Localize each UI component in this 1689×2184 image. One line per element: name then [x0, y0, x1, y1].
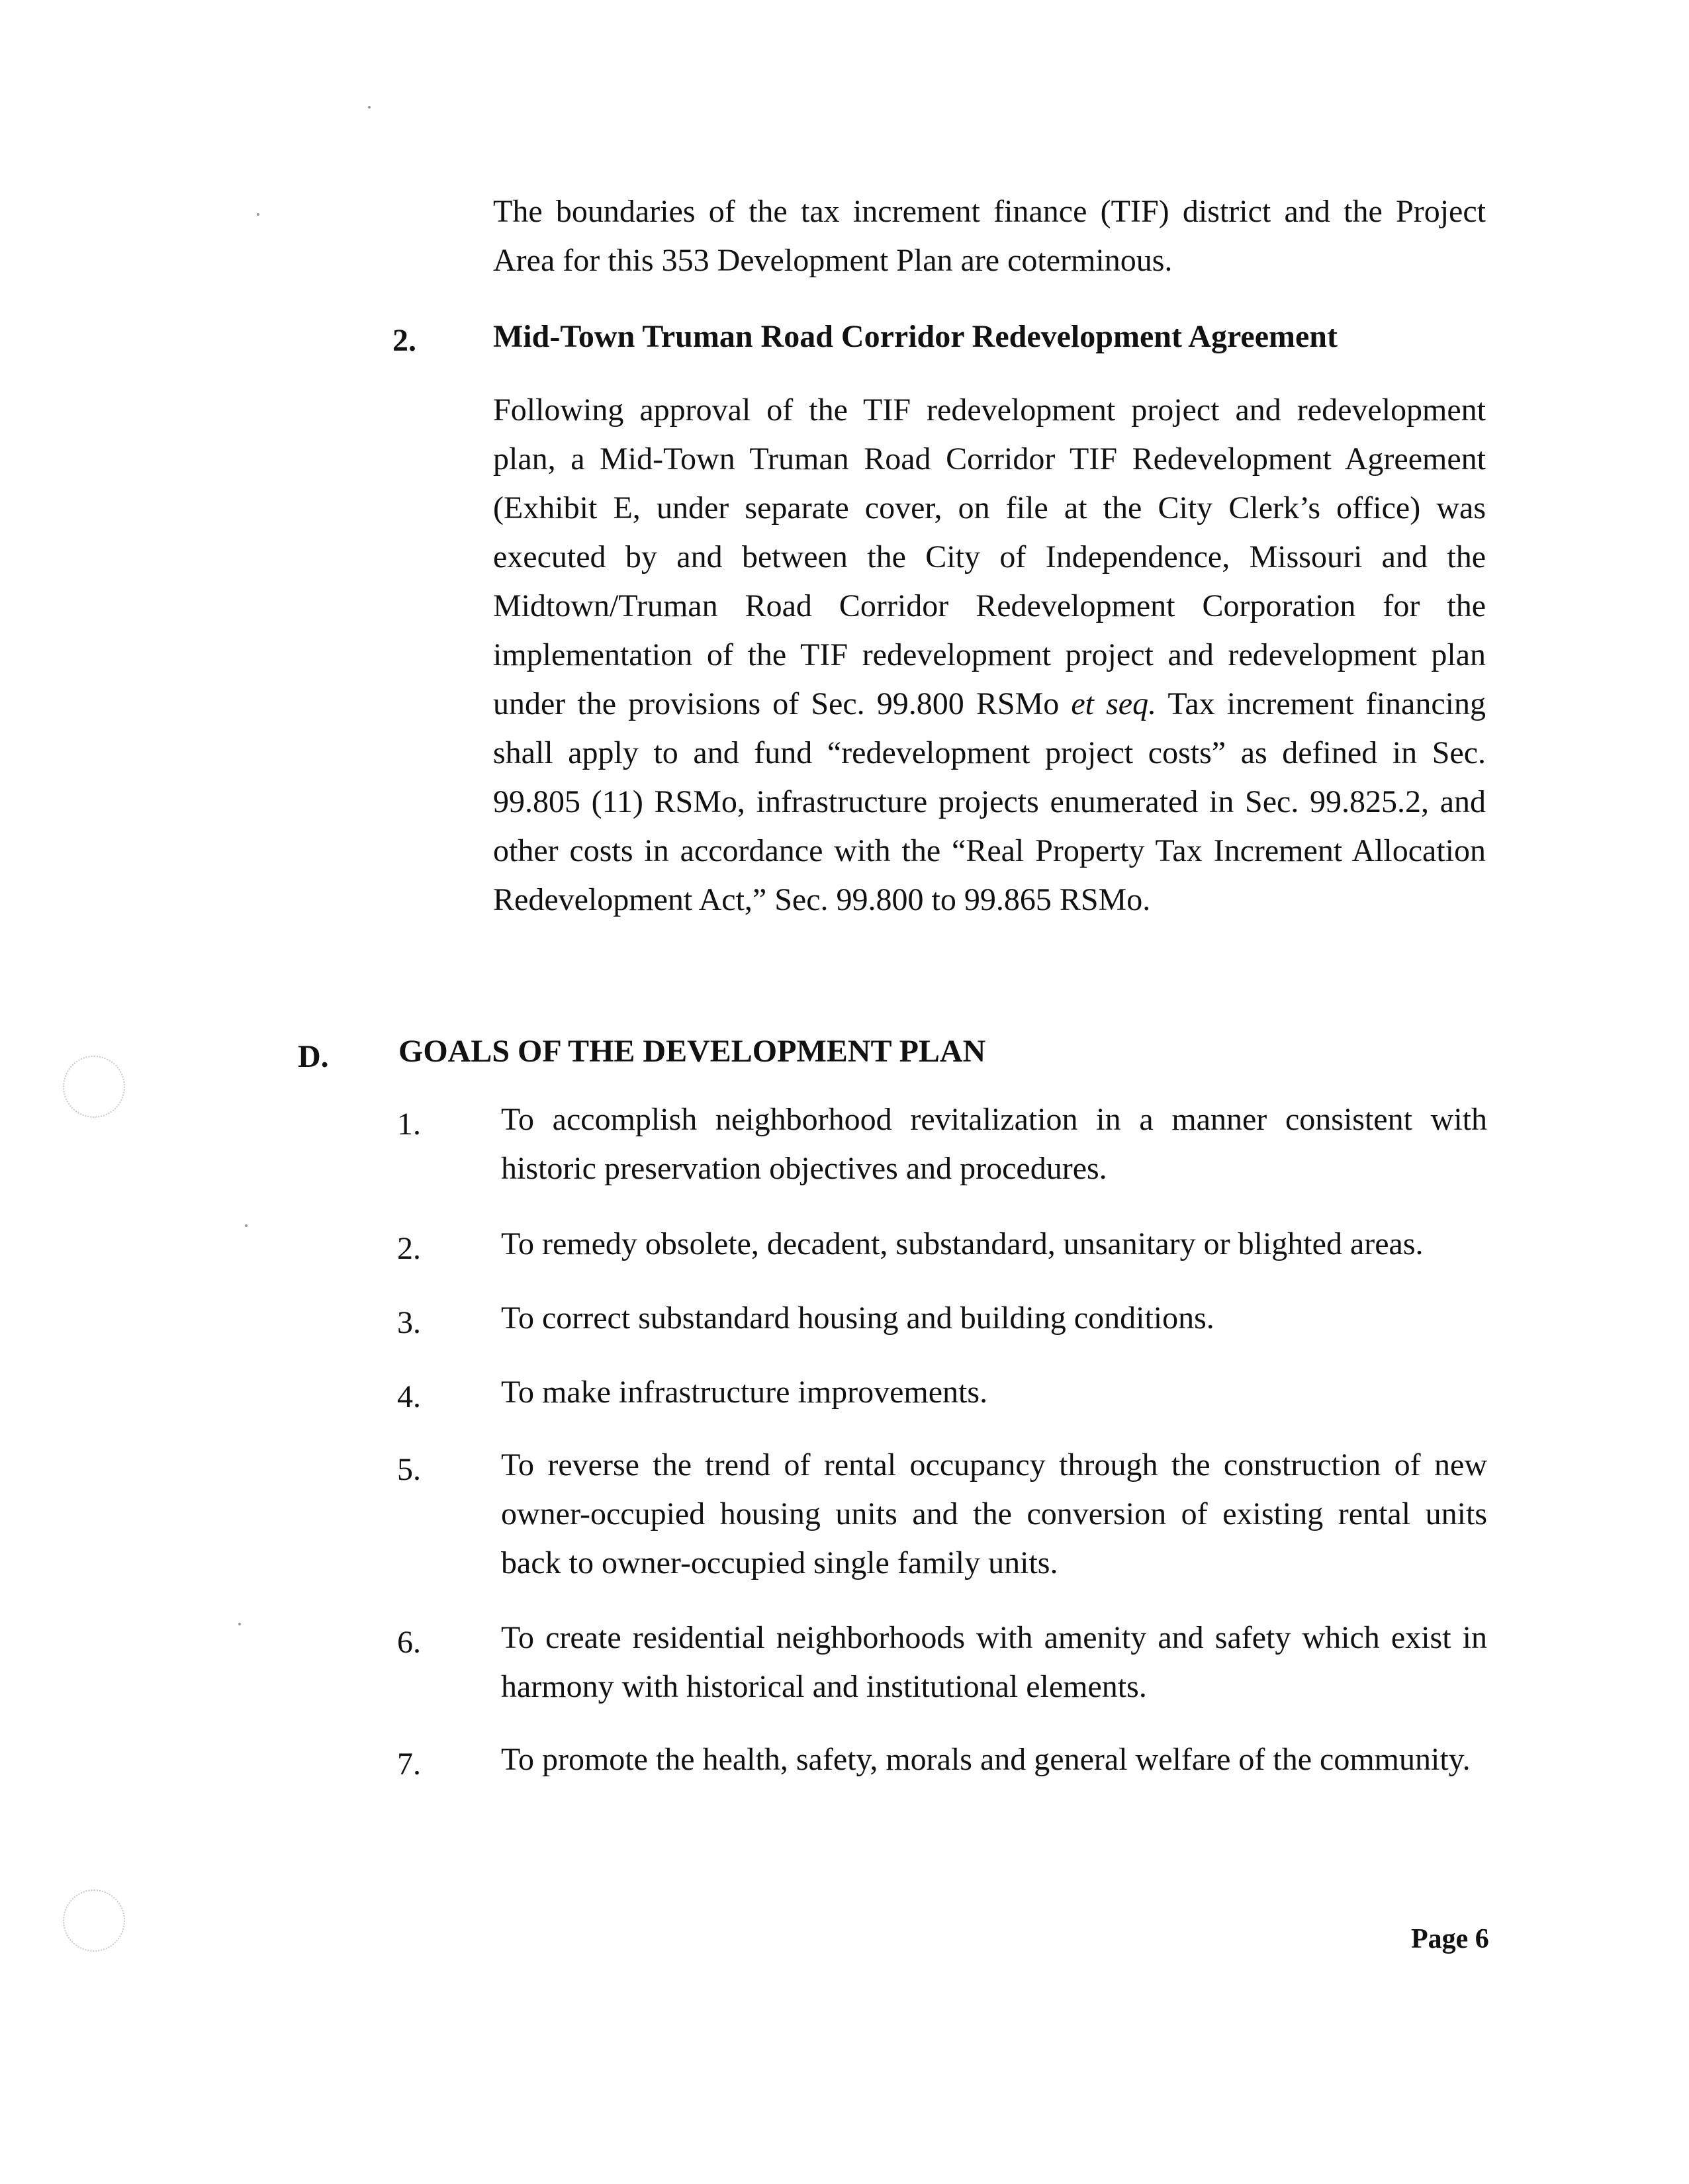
goal-text: To promote the health, safety, morals and general welfare of the community.: [501, 1742, 1471, 1777]
goal-text: To reverse the trend of rental occupancy through the construction of new owner-occupied housing units and the conversion of existing rental units back to owner-occupied single family units.: [501, 1447, 1487, 1580]
subsection-title: Mid-Town Truman Road Corridor Redevelopment Agreement: [493, 319, 1338, 354]
goal-number: 1.: [397, 1107, 421, 1142]
agreement-text-part-2: Tax increment financing shall apply to and fund “redevelopment project costs” as defined in Sec. 99.805 (11) RSMo, infrastructure projects enumerated in Sec. 99.825.2, and other costs in accordance with the “Real Property Tax Increment Allocation Redevelopment Act,” Sec. 99.800 to 99.865 RSMo.: [493, 686, 1486, 917]
scan-speck: [368, 106, 371, 109]
goal-number: 6.: [397, 1625, 421, 1660]
hole-punch-mark: [63, 1056, 125, 1118]
hole-punch-mark: [63, 1889, 125, 1952]
scan-speck: [238, 1623, 241, 1625]
scan-speck: [257, 213, 259, 216]
intro-paragraph: The boundaries of the tax increment finance (TIF) district and the Project Area for this 353 Development Plan are coterminous.: [493, 194, 1486, 278]
goal-number: 4.: [397, 1379, 421, 1414]
goal-number: 2.: [397, 1231, 421, 1266]
goal-text: To accomplish neighborhood revitalization in a manner consistent with historic preservation objectives and procedures.: [501, 1102, 1487, 1186]
goal-number: 3.: [397, 1305, 421, 1340]
agreement-italic-term: et seq.: [1071, 686, 1157, 721]
goal-text: To remedy obsolete, decadent, substandard, unsanitary or blighted areas.: [501, 1226, 1424, 1261]
goal-text: To make infrastructure improvements.: [501, 1375, 988, 1410]
agreement-paragraph: [493, 386, 1486, 925]
section-letter: D.: [298, 1039, 329, 1074]
goal-number: 5.: [397, 1452, 421, 1487]
goal-text: To correct substandard housing and building conditions.: [501, 1300, 1214, 1336]
scan-speck: [245, 1224, 248, 1227]
section-title: GOALS OF THE DEVELOPMENT PLAN: [398, 1034, 986, 1069]
agreement-text-part-1: Following approval of the TIF redevelopment project and redevelopment plan, a Mid-Town Truman Road Corridor TIF Redevelopment Agreement (Exhibit E, under separate cover, on file at the City Clerk’s office) was executed by and between the City of Independence, Missouri and the Midtown/Truman Road Corridor Redevelopment Corporation for the implementation of the TIF redevelopment project and redevelopment plan under the provisions of Sec. 99.800 RSMo: [493, 392, 1486, 721]
page-number: Page 6: [1411, 1924, 1489, 1954]
goal-number: 7.: [397, 1747, 421, 1782]
goal-text: To create residential neighborhoods with amenity and safety which exist in harmony with historical and institutional elements.: [501, 1620, 1487, 1704]
subsection-number: 2.: [392, 323, 416, 358]
